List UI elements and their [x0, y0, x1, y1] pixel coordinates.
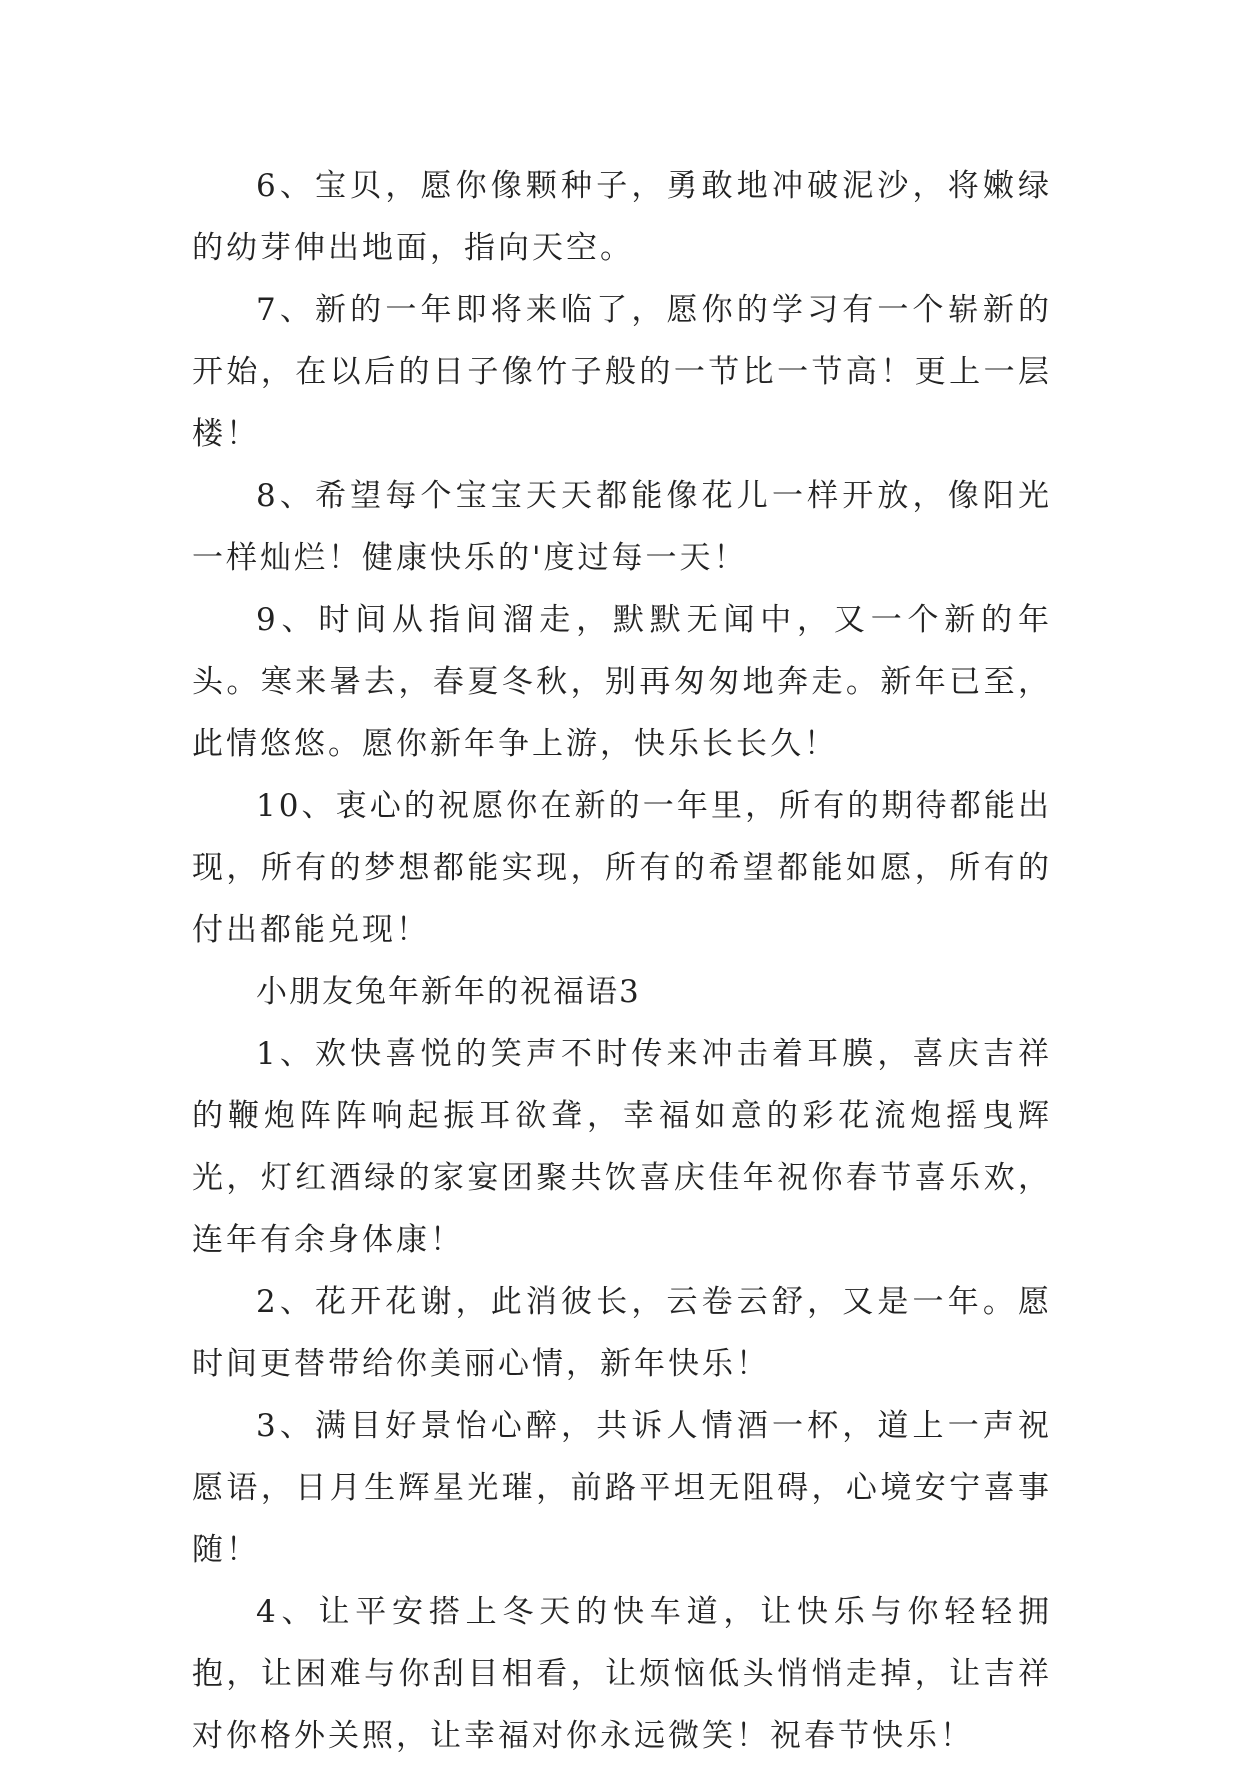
paragraph-3: 3、满目好景怡心醉，共诉人情酒一杯，道上一声祝愿语，日月生辉星光璀，前路平坦无阻碍，心境安宁喜事随！: [192, 1408, 1052, 1568]
paragraph-7: 7、新的一年即将来临了，愿你的学习有一个崭新的开始，在以后的日子像竹子般的一节比一节高！更上一层楼！: [192, 292, 1052, 452]
paragraph-4: 4、让平安搭上冬天的快车道，让快乐与你轻轻拥抱，让困难与你刮目相看，让烦恼低头悄悄走掉，让吉祥对你格外关照，让幸福对你永远微笑！祝春节快乐！: [192, 1594, 1052, 1754]
paragraph-9: 9、时间从指间溜走，默默无闻中，又一个新的年头。寒来暑去，春夏冬秋，别再匆匆地奔走。新年已至，此情悠悠。愿你新年争上游，快乐长长久！: [192, 602, 1052, 762]
paragraph-6: 6、宝贝，愿你像颗种子，勇敢地冲破泥沙，将嫩绿的幼芽伸出地面，指向天空。: [192, 168, 1052, 266]
section-heading: 小朋友兔年新年的祝福语3: [256, 974, 641, 1010]
paragraph-10: 10、衷心的祝愿你在新的一年里，所有的期待都能出现，所有的梦想都能实现，所有的希望都能如愿，所有的付出都能兑现！: [192, 788, 1052, 948]
document-body: [192, 155, 1052, 1767]
paragraph-2: 2、花开花谢，此消彼长，云卷云舒，又是一年。愿时间更替带给你美丽心情，新年快乐！: [192, 1284, 1052, 1382]
paragraph-1: 1、欢快喜悦的笑声不时传来冲击着耳膜，喜庆吉祥的鞭炮阵阵响起振耳欲聋，幸福如意的彩花流炮摇曳辉光，灯红酒绿的家宴团聚共饮喜庆佳年祝你春节喜乐欢，连年有余身体康！: [192, 1036, 1052, 1258]
paragraph-8: 8、希望每个宝宝天天都能像花儿一样开放，像阳光一样灿烂！健康快乐的'度过每一天！: [192, 478, 1052, 576]
